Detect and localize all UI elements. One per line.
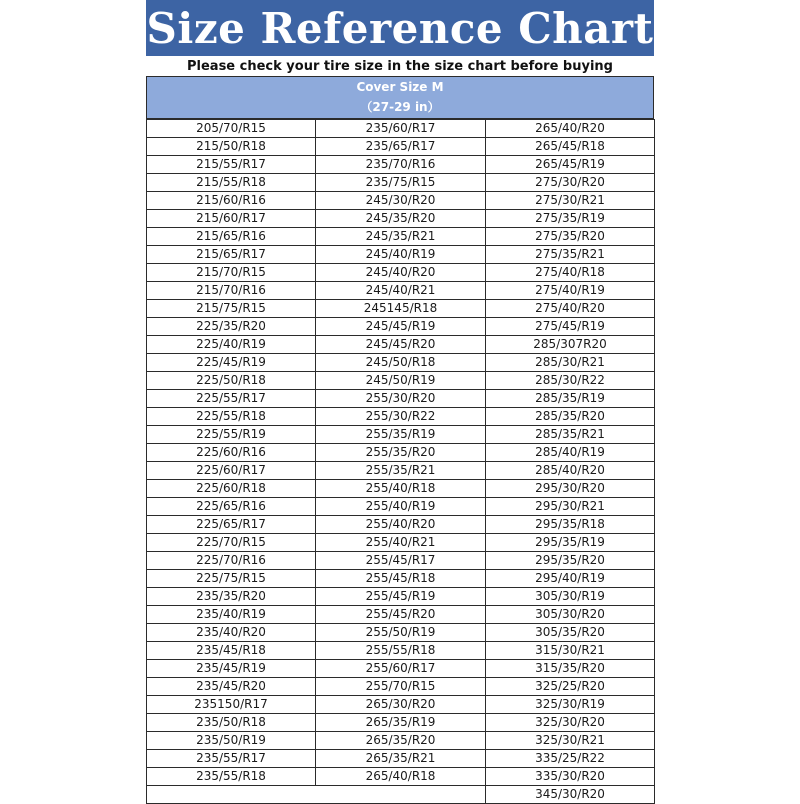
tire-size-cell: 255/45/R17 [316, 552, 486, 570]
tire-size-cell: 325/30/R20 [486, 714, 655, 732]
table-row [147, 570, 655, 588]
cover-size-label: Cover Size M [356, 80, 444, 94]
tire-size-cell: 245/50/R19 [316, 372, 486, 390]
tire-size-cell: 235/35/R20 [147, 588, 316, 606]
tire-size-cell: 285/30/R21 [486, 354, 655, 372]
tire-size-cell: 265/35/R21 [316, 750, 486, 768]
tire-size-cell: 235/60/R17 [316, 120, 486, 138]
tire-size-cell: 215/55/R17 [147, 156, 316, 174]
tire-size-cell: 275/30/R21 [486, 192, 655, 210]
tire-size-cell: 275/35/R19 [486, 210, 655, 228]
table-row [147, 750, 655, 768]
size-table-container [146, 76, 654, 804]
tire-size-cell: 315/35/R20 [486, 660, 655, 678]
tire-size-cell: 245/35/R20 [316, 210, 486, 228]
tire-size-cell: 245/35/R21 [316, 228, 486, 246]
cover-size-header [146, 76, 654, 119]
tire-size-cell: 235/50/R18 [147, 714, 316, 732]
tire-size-cell: 255/30/R22 [316, 408, 486, 426]
tire-size-cell: 255/30/R20 [316, 390, 486, 408]
tire-size-cell: 255/40/R19 [316, 498, 486, 516]
table-row [147, 300, 655, 318]
table-row [147, 318, 655, 336]
table-row [147, 786, 655, 804]
tire-size-cell: 315/30/R21 [486, 642, 655, 660]
table-row [147, 336, 655, 354]
table-row [147, 642, 655, 660]
tire-size-cell: 215/75/R15 [147, 300, 316, 318]
empty-cell [147, 786, 486, 804]
tire-size-cell: 325/30/R19 [486, 696, 655, 714]
table-row [147, 246, 655, 264]
tire-size-cell: 305/30/R19 [486, 588, 655, 606]
tire-size-cell: 235/65/R17 [316, 138, 486, 156]
tire-size-cell: 255/35/R20 [316, 444, 486, 462]
tire-size-cell: 245/50/R18 [316, 354, 486, 372]
tire-size-cell: 245/40/R21 [316, 282, 486, 300]
tire-size-cell: 225/55/R19 [147, 426, 316, 444]
tire-size-cell: 285/35/R19 [486, 390, 655, 408]
table-row [147, 264, 655, 282]
table-row [147, 210, 655, 228]
tire-size-cell: 285/40/R19 [486, 444, 655, 462]
tire-size-cell: 305/30/R20 [486, 606, 655, 624]
tire-size-cell: 275/35/R20 [486, 228, 655, 246]
tire-size-cell: 215/65/R17 [147, 246, 316, 264]
tire-size-cell: 225/65/R16 [147, 498, 316, 516]
tire-size-cell: 255/60/R17 [316, 660, 486, 678]
tire-size-cell: 225/60/R18 [147, 480, 316, 498]
page-title: Size Reference Chart [146, 3, 654, 53]
tire-size-cell: 215/60/R16 [147, 192, 316, 210]
tire-size-cell: 255/35/R19 [316, 426, 486, 444]
tire-size-cell: 255/40/R21 [316, 534, 486, 552]
tire-size-cell: 255/40/R20 [316, 516, 486, 534]
tire-size-table-body [147, 120, 655, 804]
tire-size-cell: 235/40/R19 [147, 606, 316, 624]
table-row [147, 120, 655, 138]
tire-size-cell: 245/40/R20 [316, 264, 486, 282]
tire-size-cell: 275/30/R20 [486, 174, 655, 192]
table-row [147, 480, 655, 498]
tire-size-cell: 275/40/R19 [486, 282, 655, 300]
tire-size-cell: 275/35/R21 [486, 246, 655, 264]
tire-size-cell: 345/30/R20 [486, 786, 655, 804]
tire-size-cell: 235/75/R15 [316, 174, 486, 192]
table-row [147, 372, 655, 390]
tire-size-cell: 225/45/R19 [147, 354, 316, 372]
tire-size-cell: 255/35/R21 [316, 462, 486, 480]
title-banner [146, 0, 654, 56]
tire-size-cell: 245/30/R20 [316, 192, 486, 210]
tire-size-cell: 235/55/R17 [147, 750, 316, 768]
page-subtitle: Please check your tire size in the size chart before buying [187, 59, 613, 74]
tire-size-cell: 225/55/R17 [147, 390, 316, 408]
tire-size-cell: 265/40/R18 [316, 768, 486, 786]
tire-size-cell: 235/45/R18 [147, 642, 316, 660]
table-row [147, 552, 655, 570]
table-row [147, 768, 655, 786]
table-row [147, 660, 655, 678]
tire-size-cell: 295/35/R18 [486, 516, 655, 534]
tire-size-cell: 335/30/R20 [486, 768, 655, 786]
tire-size-cell: 275/40/R20 [486, 300, 655, 318]
tire-size-cell: 225/55/R18 [147, 408, 316, 426]
table-row [147, 174, 655, 192]
tire-size-table [146, 119, 655, 804]
tire-size-cell: 205/70/R15 [147, 120, 316, 138]
tire-size-cell: 215/70/R15 [147, 264, 316, 282]
tire-size-cell: 295/30/R21 [486, 498, 655, 516]
table-row [147, 444, 655, 462]
tire-size-cell: 225/60/R17 [147, 462, 316, 480]
table-row [147, 516, 655, 534]
table-row [147, 606, 655, 624]
tire-size-cell: 215/70/R16 [147, 282, 316, 300]
tire-size-cell: 285/35/R21 [486, 426, 655, 444]
tire-size-cell: 265/35/R19 [316, 714, 486, 732]
tire-size-cell: 245/40/R19 [316, 246, 486, 264]
tire-size-cell: 215/60/R17 [147, 210, 316, 228]
tire-size-cell: 275/45/R19 [486, 318, 655, 336]
tire-size-cell: 305/35/R20 [486, 624, 655, 642]
tire-size-cell: 235/45/R19 [147, 660, 316, 678]
tire-size-cell: 275/40/R18 [486, 264, 655, 282]
table-row [147, 696, 655, 714]
tire-size-cell: 295/30/R20 [486, 480, 655, 498]
tire-size-cell: 265/45/R19 [486, 156, 655, 174]
tire-size-cell: 245145/R18 [316, 300, 486, 318]
table-row [147, 282, 655, 300]
tire-size-cell: 235/40/R20 [147, 624, 316, 642]
table-row [147, 156, 655, 174]
tire-size-cell: 225/70/R16 [147, 552, 316, 570]
table-row [147, 138, 655, 156]
tire-size-cell: 225/50/R18 [147, 372, 316, 390]
tire-size-cell: 235/55/R18 [147, 768, 316, 786]
table-row [147, 498, 655, 516]
table-row [147, 534, 655, 552]
tire-size-cell: 225/40/R19 [147, 336, 316, 354]
table-row [147, 732, 655, 750]
tire-size-cell: 255/70/R15 [316, 678, 486, 696]
tire-size-cell: 265/30/R20 [316, 696, 486, 714]
table-row [147, 678, 655, 696]
tire-size-cell: 255/45/R20 [316, 606, 486, 624]
tire-size-cell: 225/60/R16 [147, 444, 316, 462]
tire-size-cell: 215/50/R18 [147, 138, 316, 156]
tire-size-cell: 255/45/R19 [316, 588, 486, 606]
table-row [147, 714, 655, 732]
table-row [147, 408, 655, 426]
table-row [147, 228, 655, 246]
tire-size-cell: 265/40/R20 [486, 120, 655, 138]
tire-size-cell: 255/45/R18 [316, 570, 486, 588]
tire-size-cell: 215/65/R16 [147, 228, 316, 246]
tire-size-cell: 295/35/R20 [486, 552, 655, 570]
tire-size-cell: 285/35/R20 [486, 408, 655, 426]
tire-size-cell: 225/65/R17 [147, 516, 316, 534]
tire-size-cell: 295/35/R19 [486, 534, 655, 552]
tire-size-cell: 225/75/R15 [147, 570, 316, 588]
tire-size-cell: 235/45/R20 [147, 678, 316, 696]
tire-size-cell: 235/50/R19 [147, 732, 316, 750]
table-row [147, 390, 655, 408]
tire-size-cell: 255/40/R18 [316, 480, 486, 498]
tire-size-cell: 245/45/R20 [316, 336, 486, 354]
tire-size-cell: 285/307R20 [486, 336, 655, 354]
tire-size-cell: 235150/R17 [147, 696, 316, 714]
tire-size-cell: 235/70/R16 [316, 156, 486, 174]
tire-size-cell: 325/30/R21 [486, 732, 655, 750]
tire-size-cell: 225/35/R20 [147, 318, 316, 336]
tire-size-cell: 265/45/R18 [486, 138, 655, 156]
tire-size-cell: 285/30/R22 [486, 372, 655, 390]
tire-size-cell: 325/25/R20 [486, 678, 655, 696]
table-row [147, 192, 655, 210]
table-row [147, 426, 655, 444]
tire-size-cell: 255/50/R19 [316, 624, 486, 642]
table-row [147, 624, 655, 642]
tire-size-cell: 245/45/R19 [316, 318, 486, 336]
table-row [147, 462, 655, 480]
tire-size-cell: 265/35/R20 [316, 732, 486, 750]
cover-size-range: （27-29 in） [360, 100, 440, 114]
table-row [147, 354, 655, 372]
tire-size-cell: 215/55/R18 [147, 174, 316, 192]
tire-size-cell: 295/40/R19 [486, 570, 655, 588]
tire-size-cell: 335/25/R22 [486, 750, 655, 768]
tire-size-cell: 225/70/R15 [147, 534, 316, 552]
tire-size-cell: 255/55/R18 [316, 642, 486, 660]
table-row [147, 588, 655, 606]
tire-size-cell: 285/40/R20 [486, 462, 655, 480]
